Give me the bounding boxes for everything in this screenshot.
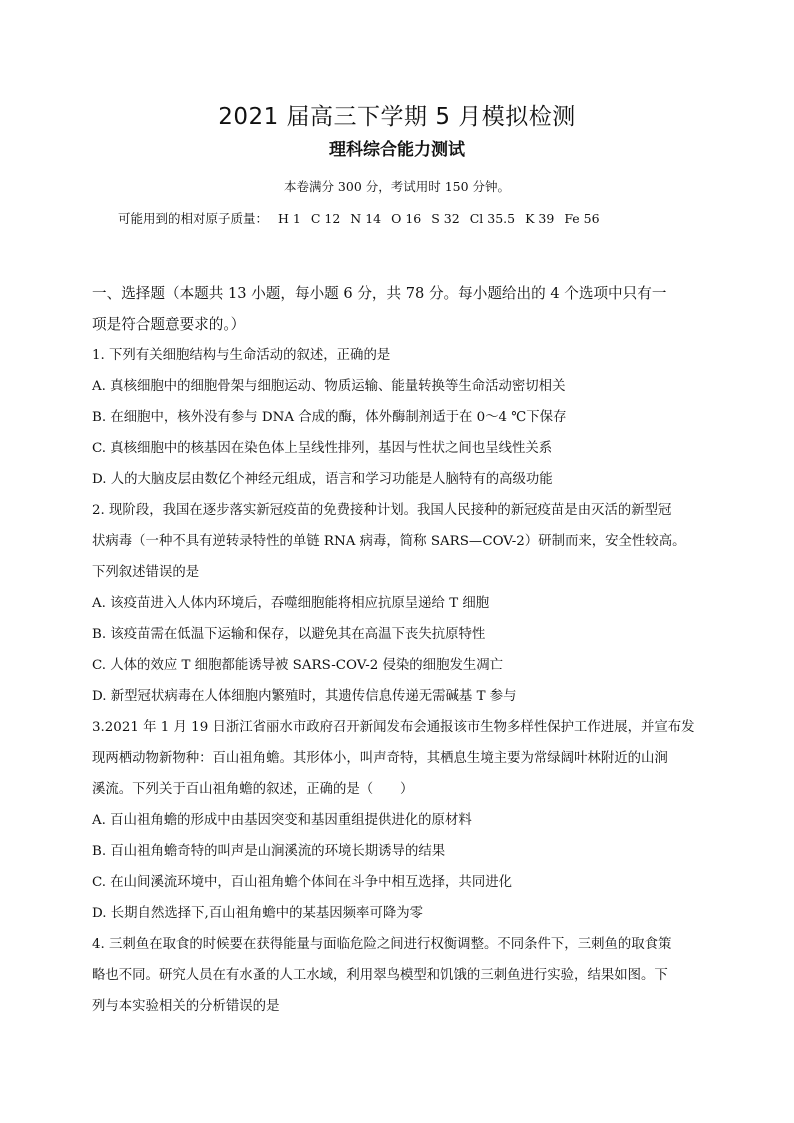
option-a: A. 百山祖角蟾的形成中由基因突变和基因重组提供进化的原材料 [92,813,472,828]
question-4 [92,929,704,1022]
question-3 [92,712,704,929]
question-stem: 1. 下列有关细胞结构与生命活动的叙述，正确的是 [92,348,391,363]
exam-info: 本卷满分 300 分，考试用时 150 分钟。 [283,179,511,194]
option-b: B. 该疫苗需在低温下运输和保存，以避免其在高温下丧失抗原特性 [92,627,486,642]
atomic-mass-item: O 16 [391,211,422,226]
option-d: D. 新型冠状病毒在人体细胞内繁殖时，其遗传信息传递无需碱基 T 参与 [92,689,517,704]
atomic-mass-item: C 12 [310,211,341,226]
question-stem: 3.2021 年 1 月 19 日浙江省丽水市政府召开新闻发布会通报该市生物多样性保护工作进展，并宣布发 [92,720,695,735]
option-b: B. 百山祖角蟾奇特的叫声是山涧溪流的环境长期诱导的结果 [92,844,446,859]
atomic-masses-list [268,211,600,226]
option-c: C. 人体的效应 T 细胞都能诱导被 SARS-COV-2 侵染的细胞发生凋亡 [92,658,504,673]
question-stem: 下列叙述错误的是 [92,565,200,580]
atomic-mass-item: H 1 [278,211,301,226]
question-stem: 4. 三刺鱼在取食的时候要在获得能量与面临危险之间进行权衡调整。不同条件下，三刺鱼的取食策 [92,937,672,952]
question-stem: 状病毒（一种不具有逆转录特性的单链 RNA 病毒，简称 SARS—COV-2）研制而来，安全性较高。 [92,534,686,549]
question-1 [92,340,704,495]
option-a: A. 该疫苗进入人体内环境后，吞噬细胞能将相应抗原呈递给 T 细胞 [92,596,490,611]
atomic-mass-item: Cl 35.5 [469,211,516,226]
atomic-masses [118,208,600,230]
question-stem: 溪流。下列关于百山祖角蟾的叙述，正确的是（ ） [92,782,414,797]
atomic-mass-item: N 14 [350,211,382,226]
exam-content [92,278,704,1022]
question-stem: 现两栖动物新物种：百山祖角蟾。其形体小，叫声奇特，其栖息生境主要为常绿阔叶林附近的山涧 [92,751,668,766]
question-stem: 2. 现阶段，我国在逐步落实新冠疫苗的免费接种计划。我国人民接种的新冠疫苗是由灭活的新型冠 [92,503,672,518]
atomic-mass-item: S 32 [431,211,460,226]
exam-title: 2021 届高三下学期 5 月模拟检测 [218,104,576,130]
atomic-masses-label: 可能用到的相对原子质量： [118,211,269,226]
exam-subtitle: 理科综合能力测试 [329,140,465,160]
option-d: D. 长期自然选择下,百山祖角蟾中的某基因频率可降为零 [92,906,424,921]
option-d: D. 人的大脑皮层由数亿个神经元组成，语言和学习功能是人脑特有的高级功能 [92,472,553,487]
atomic-mass-item: Fe 56 [564,211,600,226]
question-stem: 列与本实验相关的分析错误的是 [92,999,280,1014]
section-heading: 一、选择题（本题共 13 小题，每小题 6 分，共 78 分。每小题给出的 4 个选项中只有一 [92,285,667,302]
question-stem: 略也不同。研究人员在有水蚤的人工水域，利用翠鸟模型和饥饿的三刺鱼进行实验，结果如图。下 [92,968,668,983]
question-2 [92,495,704,712]
option-a: A. 真核细胞中的细胞骨架与细胞运动、物质运输、能量转换等生命活动密切相关 [92,379,566,394]
option-c: C. 在山间溪流环境中，百山祖角蟾个体间在斗争中相互选择，共同进化 [92,875,512,890]
option-b: B. 在细胞中，核外没有参与 DNA 合成的酶，体外酶制剂适于在 0～4 ℃下保存 [92,410,567,425]
section-heading: 项是符合题意要求的。） [92,316,246,333]
option-c: C. 真核细胞中的核基因在染色体上呈线性排列，基因与性状之间也呈线性关系 [92,441,553,456]
atomic-mass-item: K 39 [525,211,555,226]
